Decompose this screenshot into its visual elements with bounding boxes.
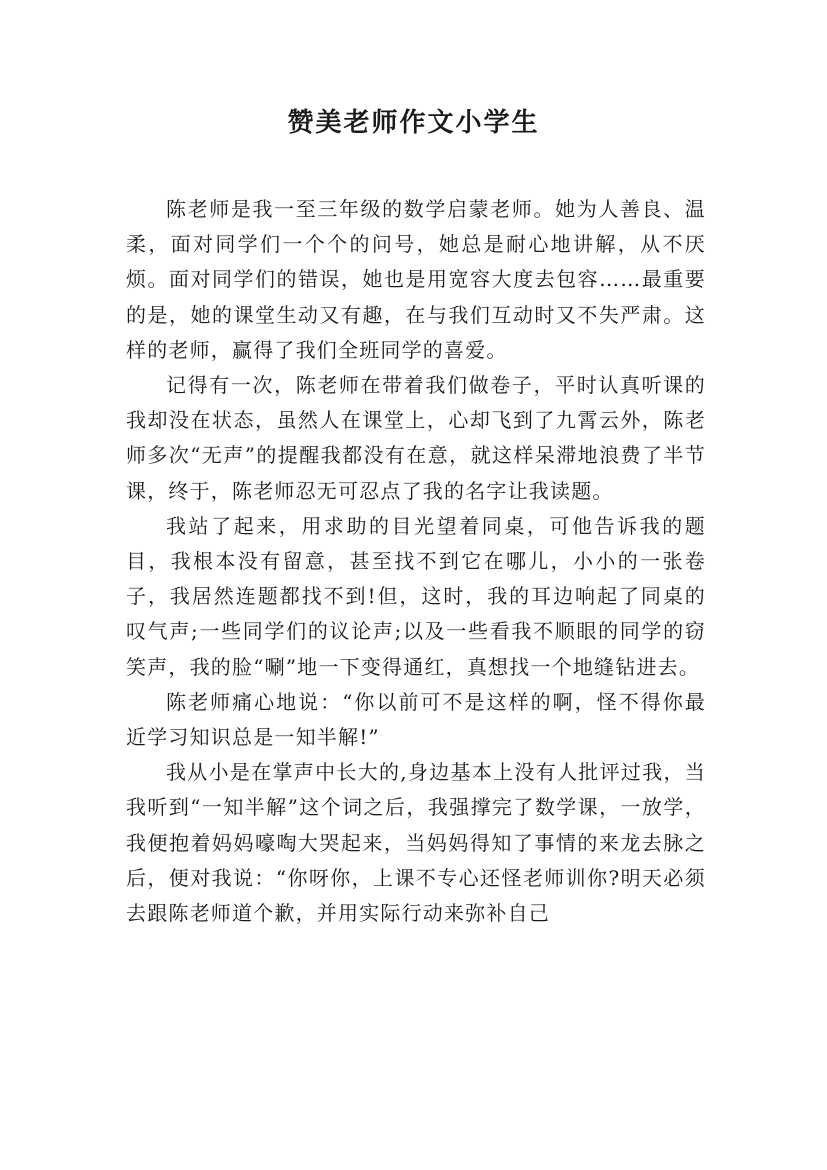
paragraph-2: 记得有一次，陈老师在带着我们做卷子，平时认真听课的我却没在状态，虽然人在课堂上，心却飞到了九霄云外，陈老师多次“无声”的提醒我都没有在意，就这样呆滞地浪费了半节课，终于，陈老师忍无可忍点了我的名字让我读题。 — [126, 373, 706, 503]
paragraph-3: 我站了起来，用求助的目光望着同桌，可他告诉我的题目，我根本没有留意，甚至找不到它在哪儿，小小的一张卷子，我居然连题都找不到!但，这时，我的耳边响起了同桌的叹气声;一些同学们的议论声;以及一些看我不顺眼的同学的窃笑声，我的脸“唰”地一下变得通红，真想找一个地缝钻进去。 — [126, 513, 706, 679]
document-title: 赞美老师作文小学生 — [287, 108, 540, 138]
document-body — [126, 192, 706, 931]
paragraph-5: 我从小是在掌声中长大的,身边基本上没有人批评过我，当我听到“一知半解”这个词之后，我强撑完了数学课，一放学，我便抱着妈妈嚎啕大哭起来，当妈妈得知了事情的来龙去脉之后，便对我说：“你呀你，上课不专心还怪老师训你?明天必须去跟陈老师道个歉，并用实际行动来弥补自己 — [126, 760, 706, 926]
paragraph-1: 陈老师是我一至三年级的数学启蒙老师。她为人善良、温柔，面对同学们一个个的问号，她总是耐心地讲解，从不厌烦。面对同学们的错误，她也是用宽容大度去包容……最重要的是，她的课堂生动又有趣，在与我们互动时又不失严肃。这样的老师，赢得了我们全班同学的喜爱。 — [126, 197, 706, 362]
paragraph-4: 陈老师痛心地说：“你以前可不是这样的啊，怪不得你最近学习知识总是一知半解!” — [126, 689, 706, 750]
